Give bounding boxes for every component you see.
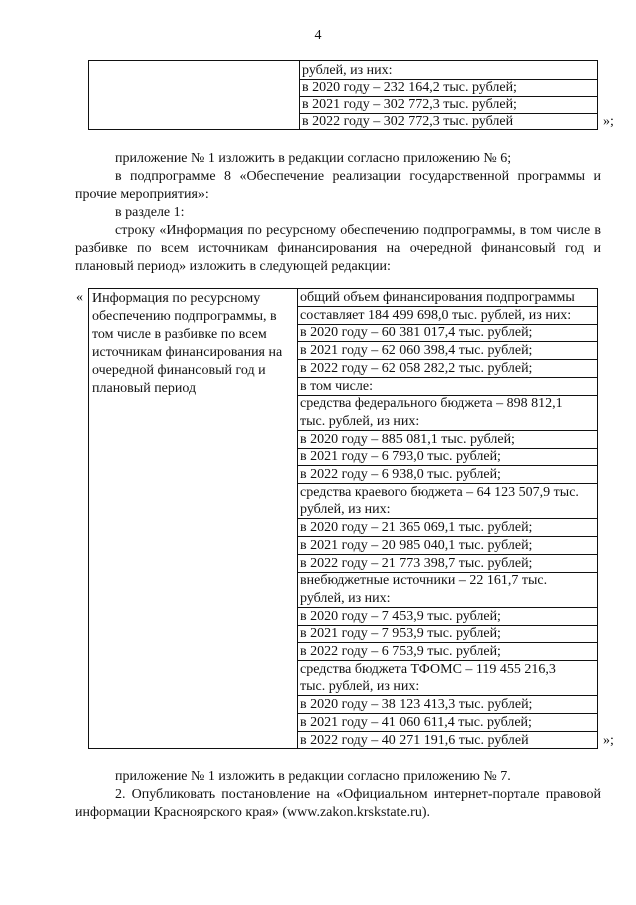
table2-line: в 2021 году – 62 060 398,4 тыс. рублей;	[298, 342, 597, 360]
table2-line: в 2021 году – 20 985 040,1 тыс. рублей;	[298, 537, 597, 555]
table2-line: в 2020 году – 7 453,9 тыс. рублей;	[298, 608, 597, 626]
paragraph-row-replacement: строку «Информация по ресурсному обеспечению подпрограммы, в том числе в разбивке по всем источникам финансирования на очередной финансовый год и плановый период» изложить в следующей редакции:	[75, 223, 601, 274]
table1-line: в 2021 году – 302 772,3 тыс. рублей;	[300, 96, 597, 114]
table1-closing-quote: »;	[603, 114, 614, 129]
resource-table-label: Информация по ресурсному обеспечению подпрограммы, в том числе в разбивке по всем источникам финансирования на очередной финансовый год и плановый период	[92, 291, 283, 396]
paragraph-subprogram-8: в подпрограмме 8 «Обеспечение реализации государственной программы и прочие мероприятия»:	[75, 169, 601, 202]
paragraph-appendix-6: приложение № 1 изложить в редакции согласно приложению № 6;	[115, 151, 512, 166]
table2-line: внебюджетные источники – 22 161,7 тыс.	[300, 573, 548, 589]
page-number: 4	[314, 28, 322, 43]
table2-line: в 2021 году – 7 953,9 тыс. рублей;	[298, 625, 597, 643]
table2-line: в 2021 году – 6 793,0 тыс. рублей;	[298, 448, 597, 466]
table1-line: рублей, из них:	[300, 62, 597, 80]
table2-line: средства бюджета ТФОМС – 119 455 216,3	[300, 661, 556, 677]
paragraph-section-1: в разделе 1:	[115, 205, 185, 220]
table2-closing-quote: »;	[603, 733, 614, 748]
table2-line: в 2020 году – 21 365 069,1 тыс. рублей;	[298, 519, 597, 537]
continuation-table-right-cell	[300, 61, 597, 129]
table2-line: рублей, из них:	[298, 590, 597, 608]
continuation-table-left-cell	[89, 61, 300, 129]
paragraph-publish: 2. Опубликовать постановление на «Официальном интернет-портале правовой информации Красноярского края» (www.zakon.krskstate.ru).	[75, 787, 601, 820]
table2-opening-quote: «	[76, 290, 83, 305]
table2-line: тыс. рублей, из них:	[298, 678, 597, 696]
table2-line: в 2022 году – 62 058 282,2 тыс. рублей;	[298, 360, 597, 378]
table2-line: средства федерального бюджета – 898 812,1	[300, 396, 563, 412]
table1-line: в 2022 году – 302 772,3 тыс. рублей	[302, 114, 514, 129]
table2-line: в 2020 году – 38 123 413,3 тыс. рублей;	[298, 696, 597, 714]
table2-line: в 2020 году – 60 381 017,4 тыс. рублей;	[298, 324, 597, 342]
table2-line: в 2021 году – 41 060 611,4 тыс. рублей;	[298, 714, 597, 732]
table2-line: составляет 184 499 698,0 тыс. рублей, из них:	[298, 307, 597, 325]
table2-line: в 2022 году – 21 773 398,7 тыс. рублей;	[298, 555, 597, 573]
table2-line: в 2020 году – 885 081,1 тыс. рублей;	[298, 431, 597, 449]
continuation-table	[88, 60, 598, 130]
paragraph-appendix-7: приложение № 1 изложить в редакции согласно приложению № 7.	[115, 769, 511, 784]
table2-line: общий объем финансирования подпрограммы	[298, 289, 597, 307]
resource-table	[88, 288, 598, 749]
table2-line: средства краевого бюджета – 64 123 507,9 тыс.	[300, 484, 579, 500]
table2-line: тыс. рублей, из них:	[298, 413, 597, 431]
table2-line: в 2022 году – 6 753,9 тыс. рублей;	[298, 643, 597, 661]
table1-line: в 2020 году – 232 164,2 тыс. рублей;	[300, 79, 597, 97]
table2-line: рублей, из них:	[298, 501, 597, 519]
resource-table-right-cell	[298, 289, 597, 748]
table2-line: в 2022 году – 40 271 191,6 тыс. рублей	[300, 732, 529, 748]
table2-line: в 2022 году – 6 938,0 тыс. рублей;	[298, 466, 597, 484]
resource-table-left-cell	[89, 289, 298, 748]
table2-line: в том числе:	[298, 378, 597, 396]
